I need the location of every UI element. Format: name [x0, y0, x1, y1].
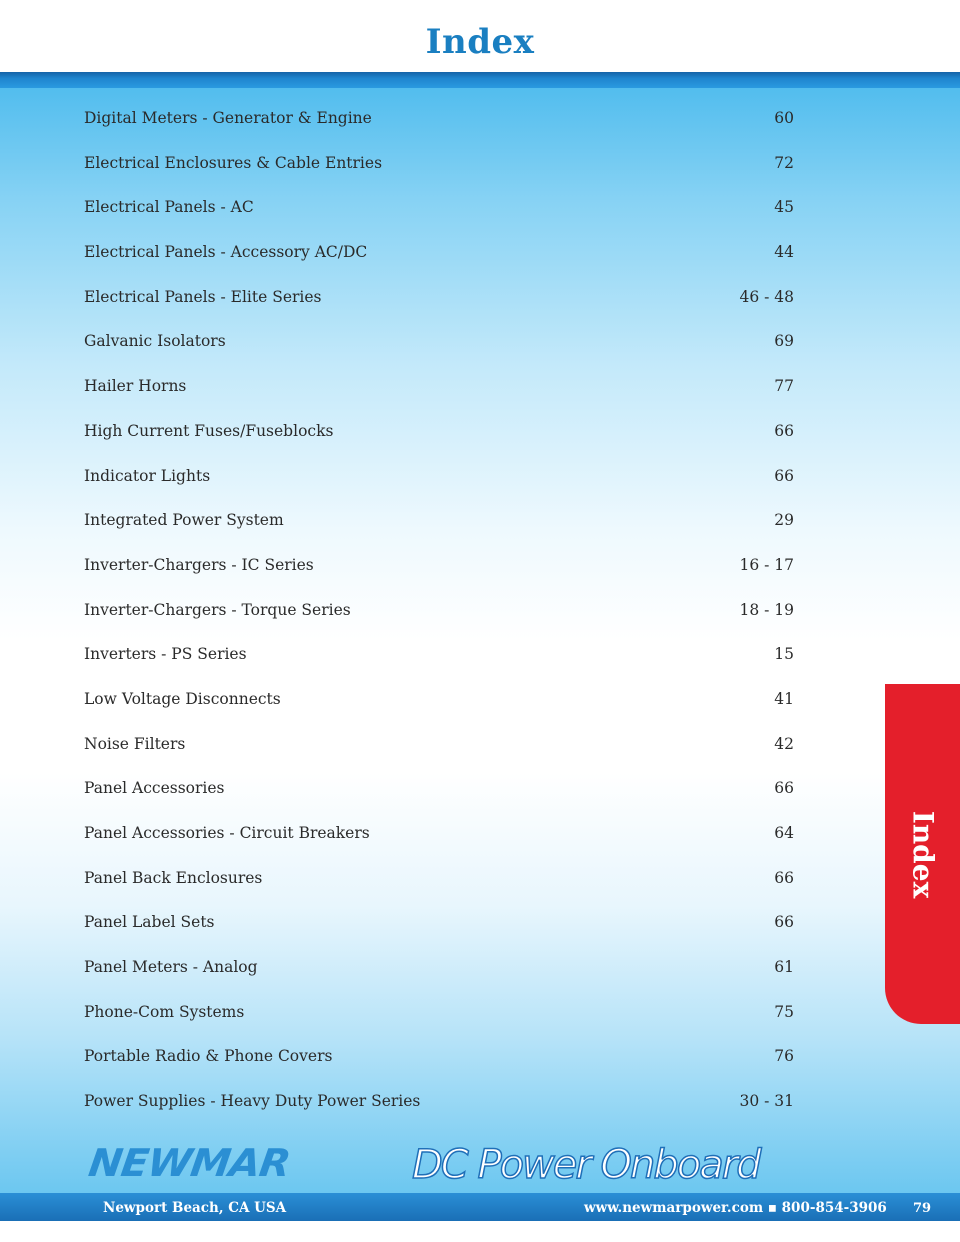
index-entry-topic: Panel Meters - Analog	[84, 958, 258, 977]
index-entry-page: 77	[774, 377, 794, 396]
index-entry-topic: Integrated Power System	[84, 511, 284, 530]
index-entry	[84, 284, 794, 329]
index-entry-page: 46 - 48	[739, 287, 794, 306]
index-entry	[84, 909, 794, 954]
index-entry	[84, 552, 794, 597]
index-entry-topic: Inverter-Chargers - IC Series	[84, 555, 314, 574]
index-entry-page: 15	[774, 645, 794, 664]
page-number: 79	[913, 1201, 932, 1216]
index-entry-page: 66	[774, 913, 794, 932]
index-entry-page: 29	[774, 511, 794, 530]
index-entry-page: 66	[774, 466, 794, 485]
index-entry-page: 66	[774, 779, 794, 798]
index-entry-topic: High Current Fuses/Fuseblocks	[84, 421, 334, 440]
index-entry	[84, 105, 794, 150]
index-entry-page: 75	[774, 1002, 794, 1021]
index-entry-page: 45	[774, 198, 794, 217]
index-entry-page: 66	[774, 421, 794, 440]
index-entry-topic: Hailer Horns	[84, 377, 187, 396]
page-title: Index	[425, 22, 535, 62]
footer-location: Newport Beach, CA USA	[103, 1200, 287, 1216]
newmar-logo: NEWMAR	[85, 1142, 293, 1186]
index-list	[84, 105, 794, 1133]
index-entry-topic: Digital Meters - Generator & Engine	[84, 109, 372, 127]
index-entry	[84, 507, 794, 552]
index-entry-topic: Panel Label Sets	[84, 913, 215, 932]
index-entry-topic: Inverters - PS Series	[84, 645, 247, 664]
header-rule	[0, 72, 960, 88]
index-entry	[84, 865, 794, 910]
index-entry-topic: Galvanic Isolators	[84, 332, 226, 351]
index-entry	[84, 999, 794, 1044]
index-entry-page: 66	[774, 868, 794, 887]
index-entry	[84, 775, 794, 820]
index-entry-topic: Noise Filters	[84, 734, 186, 753]
index-entry-page: 61	[774, 958, 794, 977]
index-entry-page: 76	[774, 1047, 794, 1066]
index-entry-topic: Panel Back Enclosures	[84, 868, 263, 887]
index-entry-topic: Electrical Panels - AC	[84, 198, 254, 217]
index-entry-page: 18 - 19	[739, 600, 794, 619]
index-entry-topic: Panel Accessories - Circuit Breakers	[84, 824, 370, 842]
footer-contact: www.newmarpower.com ▪ 800-854-3906	[584, 1200, 887, 1216]
index-entry-topic: Indicator Lights	[84, 466, 211, 485]
index-entry-page: 42	[774, 734, 794, 753]
index-entry	[84, 686, 794, 731]
index-entry-topic: Portable Radio & Phone Covers	[84, 1047, 333, 1066]
index-entry-page: 64	[774, 824, 794, 842]
index-entry-topic: Power Supplies - Heavy Duty Power Series	[84, 1092, 421, 1111]
index-entry	[84, 954, 794, 999]
index-entry-topic: Inverter-Chargers - Torque Series	[84, 600, 351, 619]
index-entry	[84, 1088, 794, 1133]
index-entry-page: 69	[774, 332, 794, 351]
index-entry-page: 44	[774, 243, 794, 262]
index-entry-page: 30 - 31	[739, 1092, 794, 1111]
index-entry	[84, 731, 794, 776]
index-entry	[84, 373, 794, 418]
index-entry-topic: Phone-Com Systems	[84, 1002, 245, 1021]
index-entry	[84, 641, 794, 686]
index-entry-topic: Electrical Panels - Accessory AC/DC	[84, 243, 368, 262]
side-tab-label: Index	[906, 810, 940, 898]
index-entry-page: 72	[774, 153, 794, 172]
index-entry-page: 60	[774, 109, 794, 127]
index-entry	[84, 418, 794, 463]
index-entry-topic: Electrical Panels - Elite Series	[84, 287, 322, 306]
index-entry	[84, 463, 794, 508]
footer-bar	[0, 1193, 960, 1221]
index-entry	[84, 1043, 794, 1088]
slogan: DC Power Onboard	[412, 1142, 760, 1188]
index-entry-topic: Electrical Enclosures & Cable Entries	[84, 153, 383, 172]
index-entry	[84, 194, 794, 239]
index-entry	[84, 328, 794, 373]
index-entry	[84, 820, 794, 865]
index-entry	[84, 597, 794, 642]
index-entry	[84, 239, 794, 284]
index-entry-topic: Panel Accessories	[84, 779, 225, 798]
index-side-tab	[885, 684, 960, 1024]
index-entry-page: 41	[774, 689, 794, 708]
index-entry-topic: Low Voltage Disconnects	[84, 689, 281, 708]
index-entry	[84, 150, 794, 195]
index-entry-page: 16 - 17	[739, 555, 794, 574]
